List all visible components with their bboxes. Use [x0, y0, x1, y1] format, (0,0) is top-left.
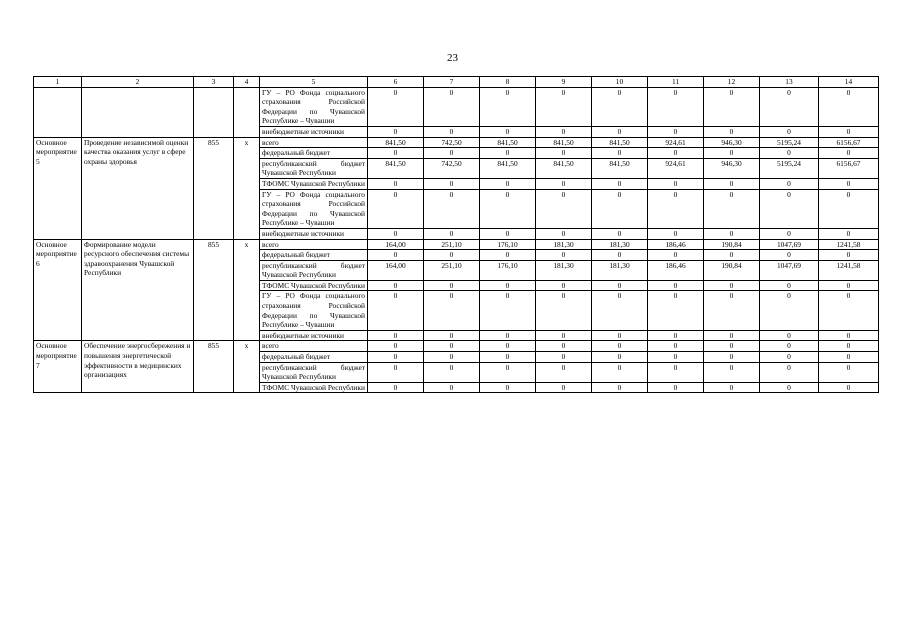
- amount-cell: 0: [592, 362, 648, 382]
- amount-cell: 841,50: [592, 137, 648, 148]
- amount-cell: 0: [760, 341, 819, 352]
- admin-code-cell: [194, 87, 234, 137]
- amount-cell: 924,61: [648, 158, 704, 178]
- amount-cell: 0: [704, 280, 760, 291]
- amount-cell: 0: [424, 126, 480, 137]
- amount-cell: 0: [424, 178, 480, 189]
- funding-source-cell: всего: [260, 137, 368, 148]
- amount-cell: 0: [819, 382, 879, 393]
- amount-cell: 251,10: [424, 260, 480, 280]
- column-header: 2: [82, 77, 194, 88]
- amount-cell: 0: [480, 291, 536, 330]
- amount-cell: 0: [536, 382, 592, 393]
- amount-cell: 0: [368, 280, 424, 291]
- amount-cell: 0: [368, 228, 424, 239]
- amount-cell: 181,30: [592, 239, 648, 250]
- amount-cell: 0: [760, 250, 819, 261]
- column-header: 8: [480, 77, 536, 88]
- amount-cell: 0: [368, 362, 424, 382]
- amount-cell: 0: [536, 280, 592, 291]
- amount-cell: 946,30: [704, 137, 760, 148]
- amount-cell: 0: [648, 382, 704, 393]
- amount-cell: 0: [704, 178, 760, 189]
- funding-source-cell: ГУ – РО Фонда социального страхования Российской Федерации по Чувашской Республике – Чувашии: [260, 87, 368, 126]
- amount-cell: 841,50: [536, 158, 592, 178]
- funding-source-cell: республиканский бюджет Чувашской Республики: [260, 158, 368, 178]
- activity-name-cell: [82, 87, 194, 137]
- amount-cell: 0: [819, 148, 879, 159]
- amount-cell: 176,10: [480, 260, 536, 280]
- amount-cell: 0: [424, 382, 480, 393]
- column-header: 12: [704, 77, 760, 88]
- amount-cell: 0: [648, 228, 704, 239]
- amount-cell: 0: [424, 291, 480, 330]
- amount-cell: 0: [760, 126, 819, 137]
- amount-cell: 0: [760, 148, 819, 159]
- amount-cell: 1047,69: [760, 260, 819, 280]
- funding-source-cell: внебюджетные источники: [260, 330, 368, 341]
- amount-cell: 0: [760, 362, 819, 382]
- amount-cell: 0: [819, 291, 879, 330]
- amount-cell: 5195,24: [760, 137, 819, 148]
- amount-cell: 742,50: [424, 158, 480, 178]
- activity-name-cell: Обеспечение энергосбережения и повышения энергетической эффективности в медицинских организациях: [82, 341, 194, 393]
- table-row: [34, 341, 879, 352]
- amount-cell: 0: [592, 126, 648, 137]
- amount-cell: 0: [480, 148, 536, 159]
- funding-source-cell: всего: [260, 239, 368, 250]
- amount-cell: 0: [760, 291, 819, 330]
- amount-cell: 0: [536, 330, 592, 341]
- amount-cell: 841,50: [368, 158, 424, 178]
- amount-cell: 0: [819, 280, 879, 291]
- amount-cell: 0: [819, 352, 879, 363]
- amount-cell: 0: [704, 330, 760, 341]
- amount-cell: 0: [819, 178, 879, 189]
- amount-cell: 0: [704, 352, 760, 363]
- amount-cell: 0: [480, 126, 536, 137]
- amount-cell: 0: [536, 148, 592, 159]
- amount-cell: 0: [592, 341, 648, 352]
- column-header: 3: [194, 77, 234, 88]
- amount-cell: 0: [424, 330, 480, 341]
- amount-cell: 0: [424, 280, 480, 291]
- amount-cell: 186,46: [648, 239, 704, 250]
- amount-cell: 0: [760, 330, 819, 341]
- column-header: 11: [648, 77, 704, 88]
- activity-code-cell: Основное мероприятие 5: [34, 137, 82, 239]
- amount-cell: 0: [536, 352, 592, 363]
- column-header: 9: [536, 77, 592, 88]
- amount-cell: 186,46: [648, 260, 704, 280]
- amount-cell: 0: [480, 87, 536, 126]
- activity-code-cell: Основное мероприятие 7: [34, 341, 82, 393]
- table-row: [34, 87, 879, 126]
- amount-cell: 0: [704, 189, 760, 228]
- table-row: [34, 137, 879, 148]
- amount-cell: 181,30: [536, 239, 592, 250]
- amount-cell: 0: [368, 189, 424, 228]
- amount-cell: 0: [480, 178, 536, 189]
- amount-cell: 0: [819, 126, 879, 137]
- column-header: 4: [234, 77, 260, 88]
- amount-cell: 0: [424, 87, 480, 126]
- activity-name-cell: Формирование модели ресурсного обеспечения системы здравоохранения Чувашской Республики: [82, 239, 194, 341]
- header-row: [34, 77, 879, 88]
- amount-cell: 0: [536, 291, 592, 330]
- amount-cell: 0: [536, 362, 592, 382]
- amount-cell: 0: [424, 341, 480, 352]
- amount-cell: 190,84: [704, 239, 760, 250]
- amount-cell: 1241,58: [819, 239, 879, 250]
- section-cell: [234, 87, 260, 137]
- amount-cell: 0: [704, 250, 760, 261]
- section-cell: х: [234, 239, 260, 341]
- amount-cell: 6156,67: [819, 158, 879, 178]
- amount-cell: 0: [368, 330, 424, 341]
- section-cell: х: [234, 137, 260, 239]
- funding-source-cell: ТФОМС Чувашской Республики: [260, 382, 368, 393]
- amount-cell: 0: [480, 228, 536, 239]
- amount-cell: 0: [648, 280, 704, 291]
- amount-cell: 0: [424, 352, 480, 363]
- amount-cell: 164,00: [368, 239, 424, 250]
- amount-cell: 190,84: [704, 260, 760, 280]
- amount-cell: 0: [704, 87, 760, 126]
- column-header: 1: [34, 77, 82, 88]
- amount-cell: 0: [648, 189, 704, 228]
- amount-cell: 0: [536, 228, 592, 239]
- table-body: [34, 77, 879, 393]
- amount-cell: 0: [648, 87, 704, 126]
- amount-cell: 176,10: [480, 239, 536, 250]
- amount-cell: 0: [592, 382, 648, 393]
- amount-cell: 0: [760, 178, 819, 189]
- amount-cell: 1047,69: [760, 239, 819, 250]
- funding-source-cell: всего: [260, 341, 368, 352]
- funding-source-cell: ГУ – РО Фонда социального страхования Российской Федерации по Чувашской Республике – Чувашии: [260, 189, 368, 228]
- amount-cell: 0: [480, 341, 536, 352]
- amount-cell: 0: [704, 341, 760, 352]
- amount-cell: 841,50: [368, 137, 424, 148]
- amount-cell: 0: [592, 87, 648, 126]
- admin-code-cell: 855: [194, 137, 234, 239]
- column-header: 13: [760, 77, 819, 88]
- amount-cell: 0: [368, 178, 424, 189]
- funding-source-cell: ТФОМС Чувашской Республики: [260, 280, 368, 291]
- amount-cell: 0: [368, 382, 424, 393]
- amount-cell: 0: [368, 291, 424, 330]
- admin-code-cell: 855: [194, 239, 234, 341]
- amount-cell: 0: [648, 352, 704, 363]
- amount-cell: 0: [480, 362, 536, 382]
- amount-cell: 0: [368, 341, 424, 352]
- amount-cell: 946,30: [704, 158, 760, 178]
- funding-source-cell: внебюджетные источники: [260, 126, 368, 137]
- amount-cell: 6156,67: [819, 137, 879, 148]
- amount-cell: 0: [760, 87, 819, 126]
- amount-cell: 181,30: [536, 260, 592, 280]
- amount-cell: 0: [704, 228, 760, 239]
- funding-source-cell: федеральный бюджет: [260, 250, 368, 261]
- amount-cell: 0: [819, 362, 879, 382]
- amount-cell: 0: [592, 352, 648, 363]
- funding-source-cell: республиканский бюджет Чувашской Республики: [260, 260, 368, 280]
- amount-cell: 5195,24: [760, 158, 819, 178]
- amount-cell: 1241,58: [819, 260, 879, 280]
- amount-cell: 0: [592, 280, 648, 291]
- amount-cell: 0: [760, 228, 819, 239]
- amount-cell: 0: [648, 126, 704, 137]
- amount-cell: 0: [648, 178, 704, 189]
- amount-cell: 0: [424, 250, 480, 261]
- amount-cell: 0: [368, 126, 424, 137]
- amount-cell: 0: [648, 362, 704, 382]
- amount-cell: 181,30: [592, 260, 648, 280]
- amount-cell: 0: [536, 341, 592, 352]
- budget-table: [33, 76, 879, 393]
- amount-cell: 0: [819, 250, 879, 261]
- amount-cell: 0: [424, 362, 480, 382]
- funding-source-cell: ТФОМС Чувашской Республики: [260, 178, 368, 189]
- amount-cell: 0: [368, 352, 424, 363]
- amount-cell: 0: [760, 382, 819, 393]
- amount-cell: 0: [704, 382, 760, 393]
- amount-cell: 0: [368, 148, 424, 159]
- amount-cell: 841,50: [480, 137, 536, 148]
- amount-cell: 0: [424, 189, 480, 228]
- column-header: 10: [592, 77, 648, 88]
- amount-cell: 0: [424, 228, 480, 239]
- amount-cell: 0: [704, 126, 760, 137]
- amount-cell: 742,50: [424, 137, 480, 148]
- amount-cell: 0: [760, 280, 819, 291]
- page-number: 23: [447, 52, 458, 64]
- amount-cell: 0: [760, 352, 819, 363]
- amount-cell: 0: [819, 330, 879, 341]
- amount-cell: 0: [592, 189, 648, 228]
- amount-cell: 0: [424, 148, 480, 159]
- funding-source-cell: федеральный бюджет: [260, 352, 368, 363]
- amount-cell: 0: [648, 291, 704, 330]
- amount-cell: 0: [648, 330, 704, 341]
- amount-cell: 0: [648, 341, 704, 352]
- amount-cell: 924,61: [648, 137, 704, 148]
- amount-cell: 0: [819, 189, 879, 228]
- amount-cell: 0: [760, 189, 819, 228]
- amount-cell: 0: [819, 87, 879, 126]
- amount-cell: 0: [819, 228, 879, 239]
- amount-cell: 0: [480, 280, 536, 291]
- funding-source-cell: ГУ – РО Фонда социального страхования Российской Федерации по Чувашской Республике – Чувашии: [260, 291, 368, 330]
- amount-cell: 0: [368, 87, 424, 126]
- amount-cell: 164,00: [368, 260, 424, 280]
- amount-cell: 0: [704, 148, 760, 159]
- funding-source-cell: республиканский бюджет Чувашской Республики: [260, 362, 368, 382]
- amount-cell: 0: [480, 189, 536, 228]
- table-row: [34, 239, 879, 250]
- amount-cell: 0: [648, 148, 704, 159]
- amount-cell: 0: [592, 148, 648, 159]
- amount-cell: 0: [592, 291, 648, 330]
- amount-cell: 0: [480, 382, 536, 393]
- amount-cell: 841,50: [480, 158, 536, 178]
- amount-cell: 0: [819, 341, 879, 352]
- funding-source-cell: федеральный бюджет: [260, 148, 368, 159]
- amount-cell: 0: [536, 189, 592, 228]
- amount-cell: 0: [480, 352, 536, 363]
- amount-cell: 0: [536, 250, 592, 261]
- amount-cell: 0: [536, 87, 592, 126]
- amount-cell: 841,50: [592, 158, 648, 178]
- amount-cell: 841,50: [536, 137, 592, 148]
- admin-code-cell: 855: [194, 341, 234, 393]
- section-cell: х: [234, 341, 260, 393]
- amount-cell: 0: [704, 291, 760, 330]
- amount-cell: 0: [536, 126, 592, 137]
- amount-cell: 0: [480, 250, 536, 261]
- amount-cell: 251,10: [424, 239, 480, 250]
- column-header: 14: [819, 77, 879, 88]
- amount-cell: 0: [592, 178, 648, 189]
- amount-cell: 0: [592, 250, 648, 261]
- funding-source-cell: внебюджетные источники: [260, 228, 368, 239]
- column-header: 6: [368, 77, 424, 88]
- amount-cell: 0: [480, 330, 536, 341]
- amount-cell: 0: [648, 250, 704, 261]
- amount-cell: 0: [536, 178, 592, 189]
- amount-cell: 0: [592, 228, 648, 239]
- amount-cell: 0: [368, 250, 424, 261]
- activity-name-cell: Проведение независимой оценки качества оказания услуг в сфере охраны здоровья: [82, 137, 194, 239]
- column-header: 5: [260, 77, 368, 88]
- column-header: 7: [424, 77, 480, 88]
- amount-cell: 0: [704, 362, 760, 382]
- amount-cell: 0: [592, 330, 648, 341]
- activity-code-cell: [34, 87, 82, 137]
- activity-code-cell: Основное мероприятие 6: [34, 239, 82, 341]
